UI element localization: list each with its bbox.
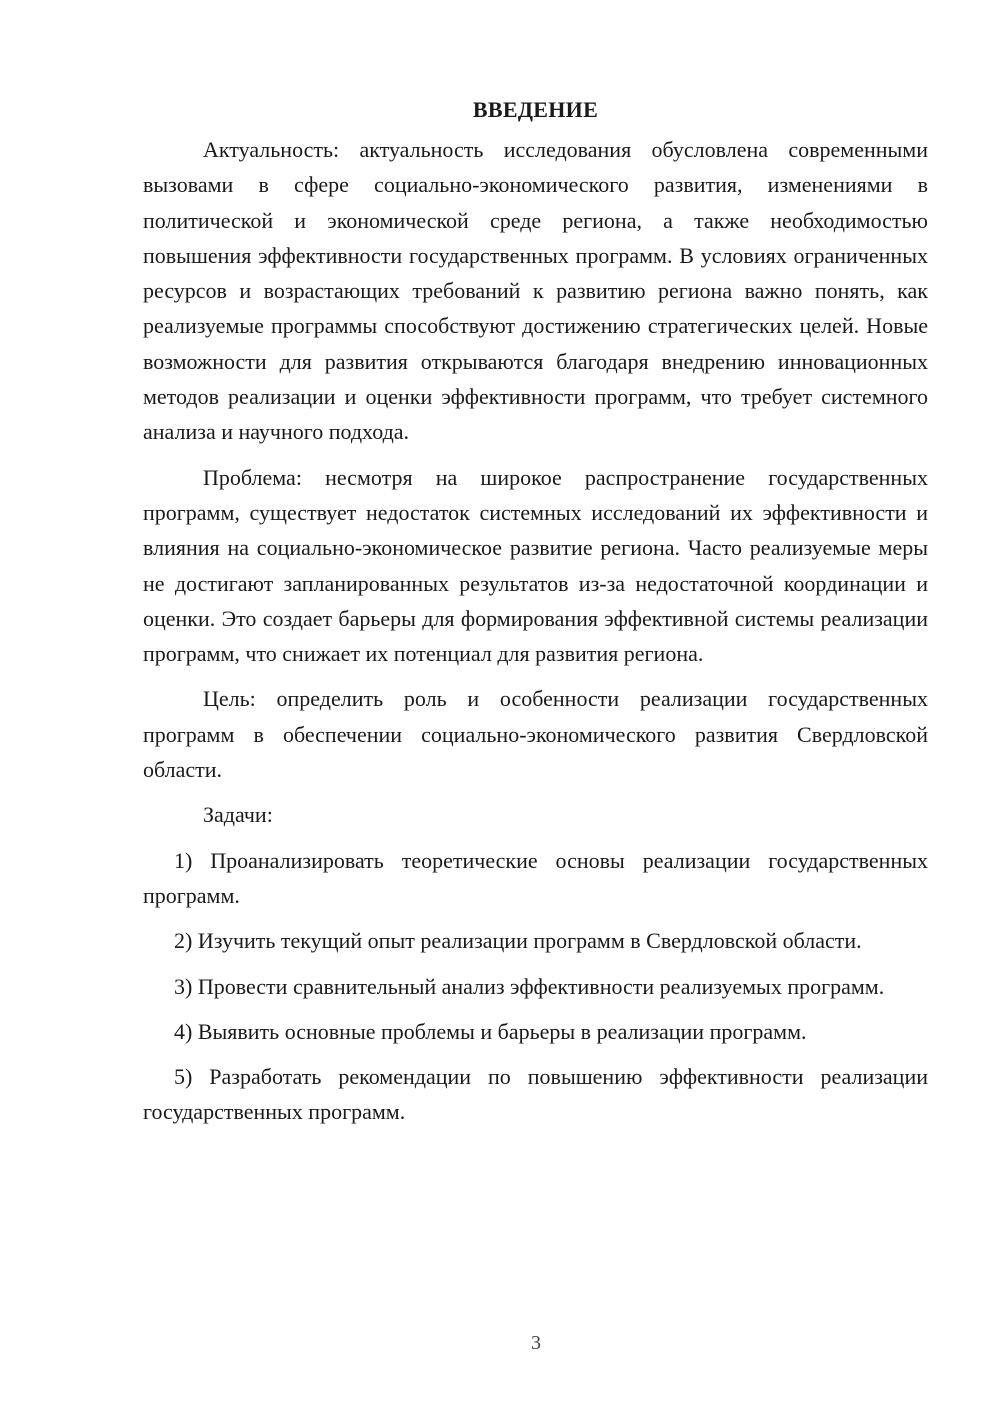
task-item-3: 3) Провести сравнительный анализ эффективности реализуемых программ. [174,973,885,999]
document-page [143,92,928,1130]
tasks-heading: Задачи: [203,802,273,828]
relevance-paragraph: Актуальность: актуальность исследования обусловлена современными вызовами в сфере социально-экономического развития, изменениями в политической и экономической среде региона, а также необходимостью повышения эффективности государственных программ. В условиях ограниченных ресурсов и возрастающих требований к развитию региона важно понять, как реализуемые программы способствуют достижению стратегических целей. Новые возможности для развития открываются благодаря внедрению инновационных методов реализации и оценки эффективности программ, что требует системного анализа и научного подхода. [143,137,928,445]
task-item-1: 1) Проанализировать теоретические основы реализации государственных программ. [143,847,928,908]
problem-paragraph: Проблема: несмотря на широкое распространение государственных программ, существует недостаток системных исследований их эффективности и влияния на социально-экономическое развитие региона. Часто реализуемые меры не достигают запланированных результатов из-за недостаточной координации и оценки. Это создает барьеры для формирования эффективной системы реализации программ, что снижает их потенциал для развития региона. [143,464,928,667]
page-number: 3 [531,1332,541,1354]
task-item-2: 2) Изучить текущий опыт реализации программ в Свердловской области. [174,928,862,954]
task-item-4: 4) Выявить основные проблемы и барьеры в реализации программ. [174,1018,807,1044]
goal-paragraph: Цель: определить роль и особенности реализации государственных программ в обеспечении социально-экономического развития Свердловской области. [143,686,928,783]
task-item-5: 5) Разработать рекомендации по повышению эффективности реализации государственных программ. [143,1064,928,1125]
page-title: ВВЕДЕНИЕ [472,97,599,122]
